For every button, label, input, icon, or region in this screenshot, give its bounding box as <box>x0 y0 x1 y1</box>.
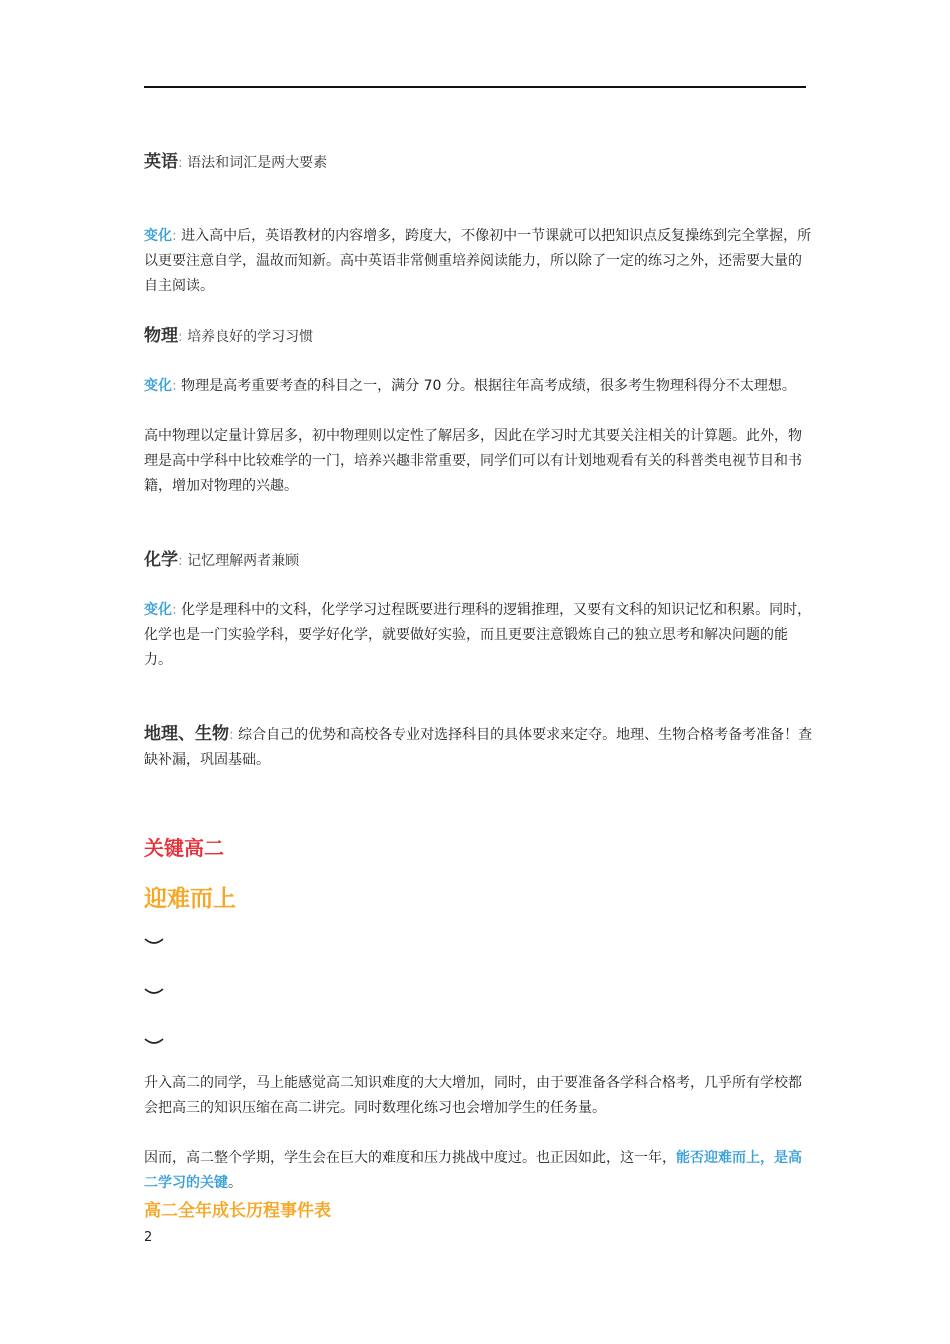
chemistry-change-text: 化学是理科中的文科，化学学习过程既要进行理科的逻辑推理，又要有文科的知识记忆和积累。同时，化学也是一门实验学科，要学好化学，就要做好实验，而且更要注意锻炼自己的独立思考和解决问题的能力。 <box>144 602 812 668</box>
geo-bio-text: 综合自己的优势和高校各专业对选择科目的具体要求来定夺。地理、生物合格考备考准备！查缺补漏，巩固基础。 <box>144 727 813 768</box>
change-label: 变化 <box>144 602 172 618</box>
paragraph-2: 因而，高二整个学期，学生会在巨大的难度和压力挑战中度过。也正因如此，这一年，能否迎难而上，是高二学习的关键。 <box>144 1150 802 1191</box>
english-change-text: 进入高中后，英语教材的内容增多，跨度大，不像初中一节课就可以把知识点反复操练到完全掌握，所以更要注意自学，温故而知新。高中英语非常侧重培养阅读能力，所以除了一定的练习之外，还需要大量的自主阅读。 <box>144 228 812 294</box>
highlight-text: 能否迎难而上，是高二学习的关键 <box>144 1150 802 1191</box>
chevron-down-icon <box>144 986 164 998</box>
english-subtitle: 语法和词汇是两大要素 <box>187 155 328 171</box>
physics-heading: 物理: 培养良好的学习习惯 <box>144 326 314 346</box>
chemistry-heading: 化学: 记忆理解两者兼顾 <box>144 550 300 570</box>
header-rule <box>144 86 806 88</box>
change-label: 变化 <box>144 228 172 244</box>
chemistry-subject: 化学 <box>144 550 178 570</box>
english-change: 变化: 进入高中后，英语教材的内容增多，跨度大，不像初中一节课就可以把知识点反复操练到完全掌握，所以更要注意自学，温故而知新。高中英语非常侧重培养阅读能力，所以除了一定的练习之外，还需要大量的自主阅读。 <box>144 228 812 294</box>
table-title: 高二全年成长历程事件表 <box>144 1201 331 1221</box>
paragraph-1: 升入高二的同学，马上能感觉高二知识难度的大大增加，同时，由于要准备各学科合格考，几乎所有学校都会把高三的知识压缩在高二讲完。同时数理化练习也会增加学生的任务量。 <box>144 1075 802 1116</box>
chevron-down-icon <box>144 1036 164 1048</box>
physics-subject: 物理 <box>144 326 178 346</box>
english-heading: 英语: 语法和词汇是两大要素 <box>144 152 328 172</box>
chemistry-change: 变化: 化学是理科中的文科，化学学习过程既要进行理科的逻辑推理，又要有文科的知识记忆和积累。同时，化学也是一门实验学科，要学好化学，就要做好实验，而且更要注意锻炼自己的独立思考和解决问题的能力。 <box>144 602 812 668</box>
chevron-down-icon <box>144 936 164 948</box>
physics-change-text: 物理是高考重要考查的科目之一，满分 70 分。根据往年高考成绩，很多考生物理科得分不太理想。 <box>181 378 796 394</box>
physics-subtitle: 培养良好的学习习惯 <box>187 329 314 345</box>
english-subject: 英语 <box>144 152 178 172</box>
chemistry-subtitle: 记忆理解两者兼顾 <box>187 553 300 569</box>
section-title-red: 关键高二 <box>144 836 224 860</box>
change-label: 变化 <box>144 378 172 394</box>
physics-change: 变化: 物理是高考重要考查的科目之一，满分 70 分。根据往年高考成绩，很多考生物理科得分不太理想。 <box>144 378 796 394</box>
section-title-orange: 迎难而上 <box>144 886 236 912</box>
physics-paragraph: 高中物理以定量计算居多，初中物理则以定性了解居多，因此在学习时尤其要关注相关的计算题。此外，物理是高中学科中比较难学的一门，培养兴趣非常重要，同学们可以有计划地观看有关的科普类电视节目和书籍，增加对物理的兴趣。 <box>144 428 802 494</box>
geo-bio-block: 地理、生物: 综合自己的优势和高校各专业对选择科目的具体要求来定夺。地理、生物合格考备考准备！查缺补漏，巩固基础。 <box>144 724 813 768</box>
geo-bio-subject: 地理、生物 <box>144 724 229 744</box>
page-number: 2 <box>144 1230 153 1245</box>
